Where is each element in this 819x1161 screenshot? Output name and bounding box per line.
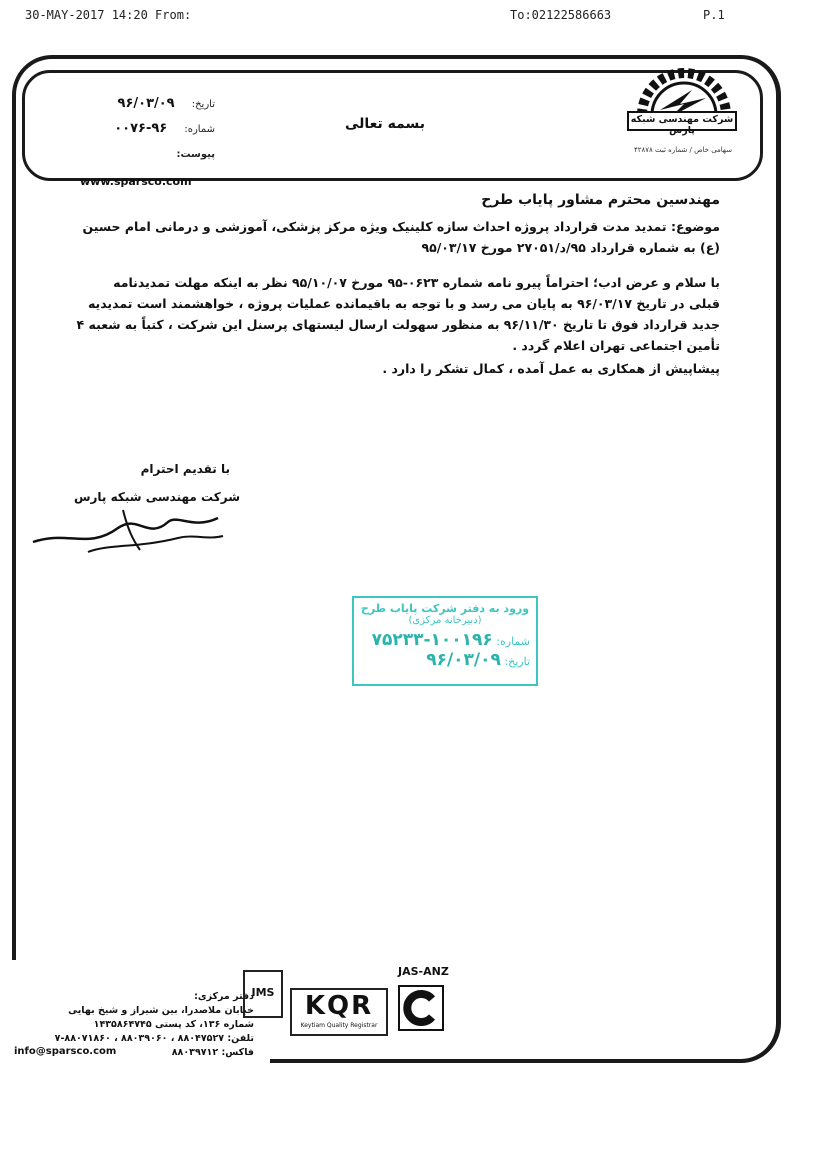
meta-number	[85, 117, 215, 136]
letter-body	[70, 216, 720, 379]
meta-attachment	[85, 142, 215, 161]
stamp-number-row	[354, 630, 536, 650]
subject-line-2: (ع) به شماره قرارداد ۹۵/د/۲۷۰۵۱ مورخ ۹۵/۰۳/۱۷	[421, 240, 720, 255]
received-stamp	[352, 596, 538, 686]
fax-page: P.1	[703, 8, 725, 22]
stamp-number-value: ۱۰۰۱۹۶-۷۵۲۳۳	[371, 630, 493, 650]
signatory: شرکت مهندسی شبکه پارس	[73, 490, 240, 504]
closing: با تقدیم احترام	[140, 462, 230, 476]
bismillah: بسمه تعالی	[344, 116, 426, 132]
signature-icon	[28, 500, 228, 560]
jas-anz-label: JAS-ANZ	[398, 965, 449, 978]
number-label: شماره:	[184, 124, 215, 135]
stamp-subtitle: (دبیرخانه مرکزی)	[408, 615, 482, 626]
stamp-date-row	[354, 650, 536, 670]
company-website: www.sparsco.com	[80, 175, 192, 188]
paragraph-2: پیشاپیش از همکاری به عمل آمده ، کمال تشکر را دارد .	[382, 361, 720, 376]
paragraph-1-line-1: با سلام و عرض ادب؛ احتراماً پیرو نامه شماره ۰۶۲۳-۹۵ مورخ ۹۵/۱۰/۰۷ نظر به اینکه مهلت تمدیدنامه	[113, 275, 720, 290]
attachment-label: پیوست:	[176, 149, 215, 160]
footer-postal: شماره ۱۳۶، کد پستی ۱۴۳۵۸۶۴۷۴۵	[93, 1019, 254, 1030]
stamp-date-label: تاریخ:	[504, 655, 530, 668]
fax-to: To:02122586663	[510, 8, 612, 22]
kqr-logo	[290, 988, 388, 1036]
company-logo	[622, 60, 742, 140]
recipient: مهندسین محترم مشاور پایاب طرح	[481, 192, 720, 208]
company-name: شرکت مهندسی شبکه پارس	[630, 114, 734, 136]
date-label: تاریخ:	[191, 99, 215, 110]
stamp-date-value: ۹۶/۰۳/۰۹	[426, 650, 501, 670]
paragraph-1-line-4: تأمین اجتماعی تهران اعلام گردد .	[512, 338, 720, 353]
fax-header	[0, 8, 819, 28]
paragraph-1-line-2: قبلی در تاریخ ۹۶/۰۳/۱۷ به پایان می رسد و با توجه به باقیمانده عملیات پروژه ، خواهشمند است تمدیدیه	[87, 296, 720, 311]
kqr-logo-sub: Keytiam Quality Registrar	[300, 1022, 378, 1029]
number-value: ۹۶-۰۰۷۶	[114, 121, 168, 136]
jas-anz-logo-icon	[398, 985, 444, 1031]
stamp-title: ورود به دفتر شرکت پایاب طرح	[360, 602, 530, 615]
footer-phone: تلفن: ۸۸۰۴۷۵۲۷ ، ۸۸۰۳۹۰۶۰ ، ۸۸۰۷۱۸۶۰-۷	[54, 1033, 254, 1044]
paragraph-1-line-3: جدید قرارداد فوق تا تاریخ ۹۶/۱۱/۳۰ به منظور سهولت ارسال لیستهای پرسنل این شرکت ، کتباً به شعبه ۴	[76, 317, 720, 332]
date-value: ۹۶/۰۳/۰۹	[117, 96, 175, 111]
ims-logo	[243, 970, 283, 1018]
kqr-logo-text: KQR	[304, 991, 374, 1021]
footer-email: info@sparsco.com	[14, 1046, 117, 1057]
footer-fax: فاکس: ۸۸۰۳۹۷۱۲	[171, 1047, 254, 1058]
footer-office-label: دفتر مرکزی:	[194, 991, 254, 1002]
footer-street: خیابان ملاصدرا، بین شیراز و شیخ بهایی	[68, 1005, 254, 1016]
ims-logo-text: IMS	[251, 986, 275, 999]
subject-line-1: موضوع: تمدید مدت قرارداد پروژه احداث سازه کلینیک ویژه مرکز پزشکی، آموزشی و درمانی امام حسین	[82, 219, 720, 234]
meta-date	[85, 92, 215, 111]
company-registration: سهامی خاص / شماره ثبت ۴۲۸۷۸	[633, 146, 733, 154]
fax-datetime: 30-MAY-2017 14:20 From:	[25, 8, 192, 22]
stamp-number-label: شماره:	[496, 635, 530, 648]
